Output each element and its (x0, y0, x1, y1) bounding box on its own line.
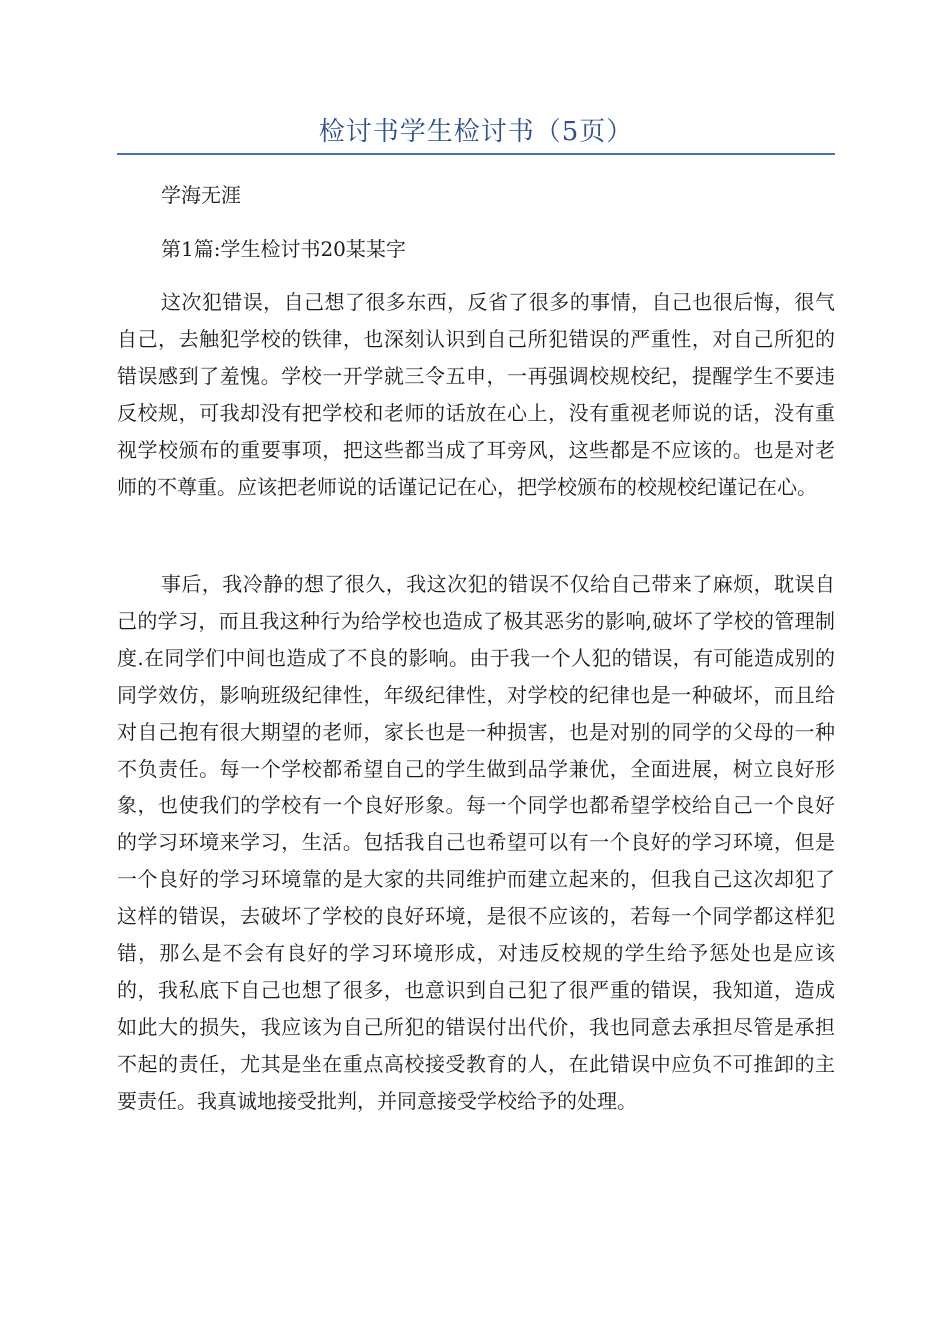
document-subtitle: 学海无涯 (161, 183, 241, 207)
title-underline (117, 153, 835, 155)
section-heading: 第1篇:学生检讨书20某某字 (161, 237, 406, 261)
document-title: 检讨书学生检讨书（5页） (318, 117, 634, 147)
body-paragraph-1: 这次犯错误，自己想了很多东西，反省了很多的事情，自己也很后悔，很气自己，去触犯学校的铁律，也深刻认识到自己所犯错误的严重性，对自己所犯的错误感到了羞愧。学校一开学就三令五申，一再强调校规校纪，提醒学生不要违反校规，可我却没有把学校和老师的话放在心上，没有重视老师说的话，没有重视学校颁布的重要事项，把这些都当成了耳旁风，这些都是不应该的。也是对老师的不尊重。应该把老师说的话谨记记在心，把学校颁布的校规校纪谨记在心。 (117, 290, 835, 499)
body-paragraph-2: 事后，我冷静的想了很久，我这次犯的错误不仅给自己带来了麻烦，耽误自己的学习，而且我这种行为给学校也造成了极其恶劣的影响,破坏了学校的管理制度.在同学们中间也造成了不良的影响。由于我一个人犯的错误，有可能造成别的同学效仿，影响班级纪律性，年级纪律性，对学校的纪律也是一种破坏，而且给对自己抱有很大期望的老师，家长也是一种损害，也是对别的同学的父母的一种不负责任。每一个学校都希望自己的学生做到品学兼优，全面进展，树立良好形象，也使我们的学校有一个良好形象。每一个同学也都希望学校给自己一个良好的学习环境来学习，生活。包括我自己也希望可以有一个良好的学习环境，但是一个良好的学习环境靠的是大家的共同维护而建立起来的，但我自己这次却犯了这样的错误，去破坏了学校的良好环境，是很不应该的，若每一个同学都这样犯错，那么是不会有良好的学习环境形成，对违反校规的学生给予惩处也是应该的，我私底下自己也想了很多，也意识到自己犯了很严重的错误，我知道，造成如此大的损失，我应该为自己所犯的错误付出代价，我也同意去承担尽管是承担不起的责任，尤其是坐在重点高校接受教育的人，在此错误中应负不可推卸的主要责任。我真诚地接受批判，并同意接受学校给予的处理。 (117, 572, 835, 1113)
